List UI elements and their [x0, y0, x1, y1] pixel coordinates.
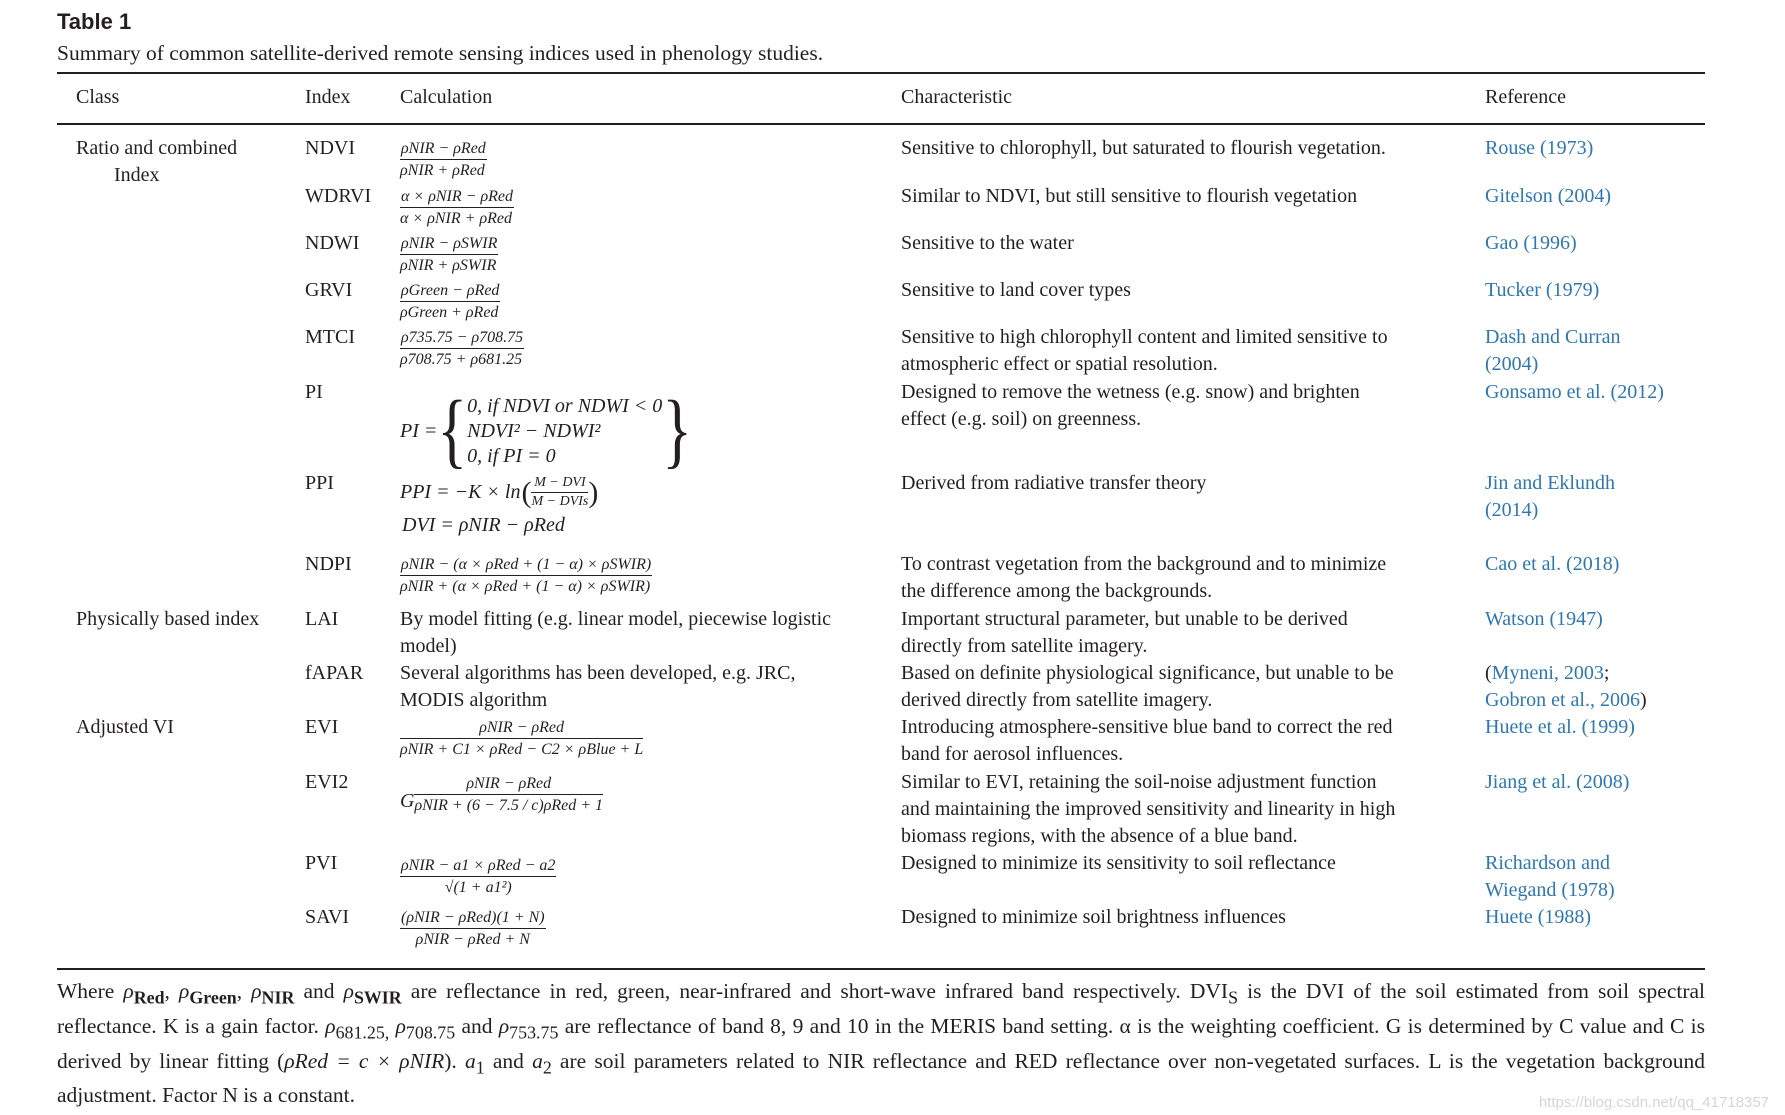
calc-evi2-den: ρNIR + (6 − 7.5 / c)ρRed + 1	[414, 797, 604, 814]
calc-ppi-lhs: PPI = −K × ln	[400, 481, 521, 503]
index-ndwi: NDWI	[305, 232, 360, 254]
ref-pvi-2[interactable]: Wiegand (1978)	[1485, 879, 1615, 901]
char-fapar-2: derived directly from satellite imagery.	[901, 689, 1213, 711]
footnote-text: and	[484, 1048, 533, 1073]
calc-ndwi-num: ρNIR − ρSWIR	[400, 234, 498, 255]
ref-fapar-a[interactable]: Myneni, 2003	[1491, 662, 1604, 684]
class-physical: Physically based index	[76, 608, 260, 630]
char-evi-2: band for aerosol influences.	[901, 743, 1124, 765]
calc-evi2	[400, 774, 603, 815]
calc-ndvi-num: ρNIR − ρRed	[400, 139, 487, 160]
footnote-text: and	[455, 1013, 499, 1038]
header-index: Index	[305, 86, 351, 108]
left-paren-icon: (	[521, 475, 532, 509]
watermark: https://blog.csdn.net/qq_41718357	[1538, 1094, 1769, 1111]
header-characteristic: Characteristic	[901, 86, 1013, 108]
footnote-text: are reflectance in red, green, near-infrared and short-wave infrared band respectively. DVI	[401, 979, 1229, 1003]
index-mtci: MTCI	[305, 326, 355, 348]
index-evi: EVI	[305, 716, 339, 738]
calc-ndpi-num: ρNIR − (α × ρRed + (1 − α) × ρSWIR)	[400, 555, 652, 576]
char-fapar-1: Based on definite physiological significance, but unable to be	[901, 662, 1394, 684]
table-number: Table 1	[57, 9, 132, 34]
table-caption: Summary of common satellite-derived remote sensing indices used in phenology studies.	[57, 41, 824, 65]
char-ndpi-1: To contrast vegetation from the background and to minimize	[901, 553, 1387, 575]
char-evi2-2: and maintaining the improved sensitivity and linearity in high	[901, 798, 1396, 820]
calc-pi-case3: 0, if PI = 0	[467, 444, 556, 467]
footnote-sub: 708.75	[405, 1022, 456, 1043]
calc-pvi-num: ρNIR − a1 × ρRed − a2	[400, 856, 556, 877]
calc-pi-case1: 0, if NDVI or NDWI < 0	[467, 394, 663, 417]
index-evi2: EVI2	[305, 771, 349, 793]
calc-ndpi-den: ρNIR + (α × ρRed + (1 − α) × ρSWIR)	[400, 578, 651, 595]
calc-ndpi	[400, 555, 652, 596]
class-ratio-line1: Ratio and combined	[76, 137, 238, 159]
calc-pvi	[400, 856, 556, 897]
char-ppi: Derived from radiative transfer theory	[901, 472, 1207, 494]
calc-mtci-num: ρ735.75 − ρ708.75	[400, 328, 524, 349]
char-ndvi: Sensitive to chlorophyll, but saturated to flourish vegetation.	[901, 137, 1386, 159]
footnote-sub: NIR	[261, 987, 295, 1008]
calc-grvi-num: ρGreen − ρRed	[400, 281, 500, 302]
char-pvi: Designed to minimize its sensitivity to soil reflectance	[901, 852, 1336, 874]
ref-evi2[interactable]: Jiang et al. (2008)	[1485, 771, 1630, 793]
char-pi-2: effect (e.g. soil) on greenness.	[901, 408, 1142, 430]
calc-savi-den: ρNIR − ρRed + N	[415, 931, 530, 948]
calc-ppi-den: M − DVIs	[531, 494, 589, 509]
calc-wdrvi-num: α × ρNIR − ρRed	[400, 187, 514, 208]
index-grvi: GRVI	[305, 279, 353, 301]
calc-pvi-den: √(1 + a1²)	[444, 879, 512, 896]
char-mtci-1: Sensitive to high chlorophyll content and limited sensitive to	[901, 326, 1388, 348]
footnote-sub: SWIR	[353, 987, 402, 1008]
top-rule	[57, 72, 1705, 74]
footnote-sub: 1	[475, 1056, 485, 1077]
index-lai: LAI	[305, 608, 339, 630]
calc-evi2-lhs: G	[400, 790, 415, 812]
class-ratio-line2: Index	[114, 164, 160, 186]
ref-fapar-open: (	[1485, 662, 1492, 684]
calc-lai-1: By model fitting (e.g. linear model, piecewise logistic	[400, 608, 832, 630]
header-class: Class	[76, 86, 120, 108]
calc-ppi-num: M − DVI	[531, 475, 588, 493]
index-pvi: PVI	[305, 852, 338, 874]
footnote-sub: S	[1228, 987, 1239, 1008]
ref-ndpi[interactable]: Cao et al. (2018)	[1485, 553, 1620, 575]
bottom-rule	[57, 968, 1705, 970]
ref-pvi-1[interactable]: Richardson and	[1485, 852, 1610, 874]
header-calculation: Calculation	[400, 86, 493, 108]
index-ppi: PPI	[305, 472, 334, 494]
index-fapar: fAPAR	[305, 662, 364, 684]
index-ndvi: NDVI	[305, 137, 355, 159]
calc-ndvi	[400, 139, 487, 180]
char-savi: Designed to minimize soil brightness influences	[901, 906, 1286, 928]
calc-ppi-line2: DVI = ρNIR − ρRed	[402, 514, 565, 536]
char-ndpi-2: the difference among the backgrounds.	[901, 580, 1213, 602]
footnote-text: are reflectance of band 8, 9 and 10 in the MERIS band setting. α is the weighting coefficient. G is determined by C value and C is derived by linear fitting (	[57, 1013, 1706, 1073]
ref-lai[interactable]: Watson (1947)	[1485, 608, 1603, 630]
footnote-sub: 2	[542, 1056, 552, 1077]
calc-pi-case2: NDVI² − NDWI²	[467, 419, 601, 442]
char-pi-1: Designed to remove the wetness (e.g. snow) and brighten	[901, 381, 1360, 403]
class-adjusted: Adjusted VI	[76, 716, 174, 738]
ref-savi[interactable]: Huete (1988)	[1485, 906, 1592, 928]
index-ndpi: NDPI	[305, 553, 352, 575]
ref-wdrvi[interactable]: Gitelson (2004)	[1485, 185, 1612, 207]
calc-mtci	[400, 328, 524, 369]
ref-grvi[interactable]: Tucker (1979)	[1485, 279, 1600, 301]
calc-evi	[400, 718, 643, 759]
calc-pi-cases	[467, 394, 662, 469]
table-footnote: Where $\rho_{Red}$, $\rho_{Green}$, $\rho_{NIR}$ and $\rho_{SWIR}$ are reflectance in red, green, near-infrared and short-wave infrared band respectively. $DVI_S$ is the DVI of the soil estimated from soil spectral reflectance. K is a gain factor. $\rho_{681.25,}$ $\rho_{708.75}$ and $\rho_{753.75}$ are reflectance of band 8, 9 and 10 in the MERIS band setting. α is the weighting coefficient. G is determined by C value and C is derived by linear fitting (ρRed = c × ρNIR). $a_1$ and $a_2$ are soil parameters related to NIR reflectance and RED reflectance over non-vegetated surfaces. L is the vegetation background adjustment. Factor N is a constant.	[57, 979, 1706, 1108]
calc-mtci-den: ρ708.75 + ρ681.25	[400, 351, 523, 368]
ref-evi[interactable]: Huete et al. (1999)	[1485, 716, 1635, 738]
ref-fapar-line2	[1485, 687, 1647, 714]
header-rule	[57, 123, 1705, 125]
calc-evi2-num: ρNIR − ρRed	[414, 774, 603, 795]
calc-savi	[400, 908, 546, 949]
footnote-sub: Red	[133, 987, 165, 1008]
calc-pi-lhs: PI =	[400, 419, 438, 442]
calc-ppi	[400, 475, 598, 537]
ref-ndvi[interactable]: Rouse (1973)	[1485, 137, 1594, 159]
index-pi: PI	[305, 381, 323, 403]
footnote-sub: 753.75	[509, 1022, 559, 1043]
ref-ndwi[interactable]: Gao (1996)	[1485, 232, 1577, 254]
char-mtci-2: atmospheric effect or spatial resolution.	[901, 353, 1218, 375]
char-lai-2: directly from satellite imagery.	[901, 635, 1148, 657]
footnote-sub: Green	[189, 987, 237, 1008]
footnote-text: are soil parameters related to NIR reflectance and RED reflectance over non-vegetated surfaces. L is the vegetation background adjustment. Factor N is a constant.	[57, 1048, 1706, 1108]
calc-grvi-den: ρGreen + ρRed	[400, 304, 499, 321]
ref-ppi-2[interactable]: (2014)	[1485, 499, 1539, 521]
ref-fapar-close: )	[1639, 689, 1647, 711]
ref-fapar-line1	[1485, 660, 1609, 687]
calc-ndvi-den: ρNIR + ρRed	[400, 162, 485, 179]
ref-mtci-1[interactable]: Dash and Curran	[1485, 326, 1621, 348]
calc-savi-num: (ρNIR − ρRed)(1 + N)	[400, 908, 546, 929]
footnote-math: ρRed = c × ρNIR	[284, 1048, 445, 1073]
char-wdrvi: Similar to NDVI, but still sensitive to flourish vegetation	[901, 185, 1358, 207]
calc-evi-num: ρNIR − ρRed	[400, 718, 643, 739]
char-evi-1: Introducing atmosphere-sensitive blue band to correct the red	[901, 716, 1393, 738]
ref-fapar-b[interactable]: Gobron et al., 2006	[1485, 689, 1640, 711]
calc-fapar-2: MODIS algorithm	[400, 689, 548, 711]
char-ndwi: Sensitive to the water	[901, 232, 1074, 254]
header-reference: Reference	[1485, 86, 1567, 108]
calc-evi-den: ρNIR + C1 × ρRed − C2 × ρBlue + L	[400, 741, 644, 758]
index-savi: SAVI	[305, 906, 350, 928]
char-evi2-3: biomass regions, with the absence of a blue band.	[901, 825, 1298, 847]
calc-lai-2: model)	[400, 635, 457, 657]
calc-wdrvi	[400, 187, 514, 228]
calc-pi	[400, 385, 692, 477]
ref-fapar-sep: ;	[1603, 662, 1610, 684]
footnote-text: and	[294, 979, 344, 1003]
calc-ndwi	[400, 234, 498, 275]
index-wdrvi: WDRVI	[305, 185, 372, 207]
right-paren-icon: )	[588, 475, 599, 509]
ref-mtci-2[interactable]: (2004)	[1485, 353, 1539, 375]
calc-wdrvi-den: α × ρNIR + ρRed	[400, 210, 512, 227]
calc-grvi	[400, 281, 500, 322]
footnote-text: Where	[57, 979, 124, 1003]
char-evi2-1: Similar to EVI, retaining the soil-noise adjustment function	[901, 771, 1377, 793]
ref-ppi-1[interactable]: Jin and Eklundh	[1485, 472, 1615, 494]
char-grvi: Sensitive to land cover types	[901, 279, 1131, 301]
footnote-text: ).	[444, 1048, 465, 1073]
footnote-sub: 681.25,	[335, 1022, 390, 1043]
right-brace-icon: }	[662, 385, 693, 477]
calc-fapar-1: Several algorithms has been developed, e.g. JRC,	[400, 662, 796, 684]
left-brace-icon: {	[437, 385, 468, 477]
footnote-text: is the DVI of the soil estimated from soil spectral reflectance. K is a gain factor.	[57, 979, 1706, 1038]
char-lai-1: Important structural parameter, but unable to be derived	[901, 608, 1348, 630]
calc-ndwi-den: ρNIR + ρSWIR	[400, 257, 497, 274]
ref-pi[interactable]: Gonsamo et al. (2012)	[1485, 381, 1664, 403]
